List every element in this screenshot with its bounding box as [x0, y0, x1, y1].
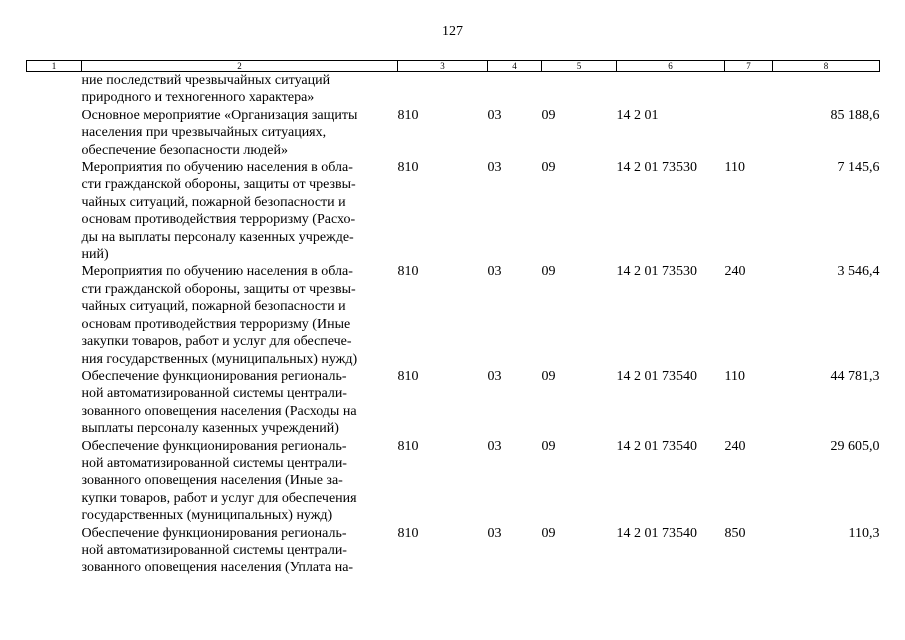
target-article-code: 14 2 01 73540: [616, 525, 697, 541]
department-code: 810: [397, 107, 419, 123]
amount-value: [773, 72, 880, 107]
column-number-header-row: [27, 61, 880, 72]
table-row: [27, 72, 880, 107]
row-number-cell: [27, 525, 82, 577]
column-number-1: 1: [27, 61, 82, 72]
subsection-code: 09: [541, 264, 556, 280]
item-name-line: чайных ситуаций, пожарной безопасности и: [81, 299, 346, 315]
page-number: 127: [442, 24, 463, 39]
item-name-line: основам противодействия терроризму (Иные: [81, 316, 351, 332]
item-name-line: Обеспечение функционирования региональ-: [81, 525, 347, 541]
expense-type-code: [725, 107, 773, 159]
subsection-code: 09: [541, 160, 556, 176]
item-name-line: зованного оповещения населения (Иные за-: [81, 473, 343, 489]
department-code: 810: [397, 368, 419, 384]
item-name-cell: [82, 438, 398, 525]
expense-type-code: 240: [724, 438, 746, 454]
column-number-8: 8: [773, 61, 880, 72]
item-name-cell: [82, 107, 398, 159]
department-code: 810: [397, 160, 419, 176]
row-number-cell: [27, 263, 82, 367]
item-name-line: ной автоматизированной системы централи-: [81, 455, 347, 471]
item-name-line: обеспечение безопасности людей»: [81, 142, 288, 158]
row-number-cell: [27, 107, 82, 159]
target-article-code: 14 2 01 73530: [616, 264, 697, 280]
item-name-line: зованного оповещения населения (Расходы на: [81, 403, 357, 419]
department-code: 810: [397, 264, 419, 280]
section-code: 03: [487, 264, 502, 280]
item-name-line: ний): [81, 247, 109, 263]
row-number-cell: [27, 72, 82, 107]
amount-value: 110,3: [848, 525, 880, 541]
target-article-code: 14 2 01 73530: [616, 160, 697, 176]
target-article-code: 14 2 01: [616, 107, 659, 123]
amount-value: 3 546,4: [837, 264, 880, 280]
item-name-line: государственных (муниципальных) нужд): [81, 508, 333, 524]
table-row: [27, 107, 880, 159]
section-code: 03: [487, 438, 502, 454]
column-number-7: 7: [725, 61, 773, 72]
item-name-line: Основное мероприятие «Организация защиты: [81, 107, 358, 123]
row-number-cell: [27, 438, 82, 525]
table-row: [27, 525, 880, 577]
item-name-line: населения при чрезвычайных ситуациях,: [81, 125, 327, 141]
column-number-4: 4: [488, 61, 542, 72]
expense-type-code: [725, 72, 773, 107]
item-name-line: купки товаров, работ и услуг для обеспечения: [81, 490, 357, 506]
budget-table: [26, 60, 880, 577]
item-name-cell: [82, 525, 398, 577]
item-name-line: Обеспечение функционирования региональ-: [81, 438, 347, 454]
section-code: 03: [487, 525, 502, 541]
row-number-cell: [27, 368, 82, 438]
item-name-cell: [82, 72, 398, 107]
department-code: 810: [397, 525, 419, 541]
item-name-cell: [82, 263, 398, 367]
department-code: [398, 72, 488, 107]
section-code: [488, 72, 542, 107]
item-name-line: зованного оповещения населения (Уплата на-: [81, 560, 354, 576]
section-code: 03: [487, 368, 502, 384]
subsection-code: 09: [541, 438, 556, 454]
item-name-line: Обеспечение функционирования региональ-: [81, 368, 347, 384]
expense-type-code: 110: [724, 160, 745, 176]
item-name-line: ды на выплаты персоналу казенных учрежде-: [81, 229, 354, 245]
table-row: [27, 368, 880, 438]
amount-value: 44 781,3: [830, 368, 880, 384]
expense-type-code: 110: [724, 368, 745, 384]
item-name-line: ния государственных (муниципальных) нужд): [81, 351, 358, 367]
item-name-cell: [82, 368, 398, 438]
item-name-line: сти гражданской обороны, защиты от чрезвы-: [81, 177, 356, 193]
item-name-line: сти гражданской обороны, защиты от чрезвы-: [81, 281, 356, 297]
amount-value: 85 188,6: [830, 107, 880, 123]
table-row: [27, 438, 880, 525]
item-name-line: выплаты персоналу казенных учреждений): [81, 421, 339, 437]
expense-type-code: 240: [724, 264, 746, 280]
column-number-5: 5: [542, 61, 617, 72]
column-number-2: 2: [82, 61, 398, 72]
item-name-line: закупки товаров, работ и услуг для обеспече-: [81, 334, 352, 350]
table-row: [27, 159, 880, 263]
subsection-code: 09: [541, 107, 556, 123]
section-code: 03: [487, 107, 502, 123]
item-name-line: ние последствий чрезвычайных ситуаций: [81, 73, 331, 88]
amount-value: 7 145,6: [837, 160, 880, 176]
row-number-cell: [27, 159, 82, 263]
target-article-code: [617, 72, 725, 107]
section-code: 03: [487, 160, 502, 176]
column-number-3: 3: [398, 61, 488, 72]
subsection-code: 09: [541, 368, 556, 384]
item-name-line: природного и техногенного характера»: [81, 90, 315, 106]
target-article-code: 14 2 01 73540: [616, 368, 697, 384]
item-name-line: ной автоматизированной системы централи-: [81, 542, 347, 558]
item-name-line: Мероприятия по обучению населения в обла-: [81, 160, 353, 176]
item-name-line: Мероприятия по обучению населения в обла-: [81, 264, 353, 280]
amount-value: 29 605,0: [830, 438, 880, 454]
target-article-code: 14 2 01 73540: [616, 438, 697, 454]
item-name-line: чайных ситуаций, пожарной безопасности и: [81, 194, 346, 210]
item-name-cell: [82, 159, 398, 263]
column-number-6: 6: [617, 61, 725, 72]
item-name-line: ной автоматизированной системы централи-: [81, 386, 347, 402]
subsection-code: [542, 72, 617, 107]
budget-table-body: [27, 72, 880, 577]
table-row: [27, 263, 880, 367]
expense-type-code: 850: [724, 525, 746, 541]
department-code: 810: [397, 438, 419, 454]
item-name-line: основам противодействия терроризму (Расхо-: [81, 212, 356, 228]
subsection-code: 09: [541, 525, 556, 541]
